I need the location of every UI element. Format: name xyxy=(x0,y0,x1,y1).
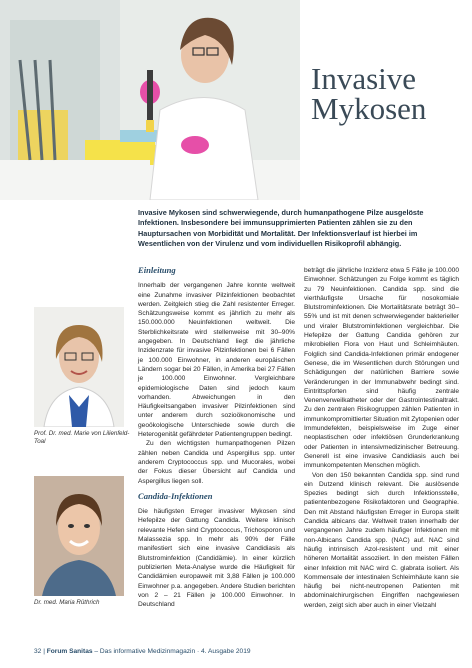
portrait-maria-ruethrich xyxy=(34,476,124,596)
page-footer xyxy=(34,648,251,655)
column-2-paragraph-1: beträgt die jährliche Inzidenz etwa 5 Fälle je 100.000 Einwohner. Schätzungen zu Folge kommt es täglich zu 79 Neuinfektionen. Candida spp. sind die vierthäufigste Ursache für nosokomiale Blutstrominfektionen. Die Mortalitätsrate beträgt 30–55% und ist mit denen schwerwiegender bakterieller und viraler Blutstrominfektionen vergleichbar. Die Hefepilze der Gattung Candida gehören zur mikrobiellen Flora von Haut und Schleimhäuten. Folglich sind Candida-Infektionen primär endogener Genese, die im Wesentlichen durch Störungen und Schädigungen der natürlichen Barriere sowie Veränderungen in der Immunabwehr bedingt sind. Eintrittspforten sind häufig zentrale Venenverweilkatheter oder der Gastrointestinaltrakt. Zu den zentralen Risikogruppen zählen Patienten in immunkompromittierter Situation mit Zytopenien oder Immundefekten, beispielsweise im Zuge einer neoplastischen oder infektiösen Grunderkrankung oder Patienten in intensivmedizinischer Betreuung. Generell ist eine invasive Candidiasis auch bei immunkompetenten Menschen möglich. xyxy=(304,267,460,470)
portrait-1-image xyxy=(34,307,124,427)
lab-illustration xyxy=(0,0,300,200)
article-title xyxy=(311,61,471,126)
portrait-caption-2: Dr. med. Maria Rüthrich xyxy=(34,599,100,606)
intro-paragraph: Invasive Mykosen sind schwerwiegende, durch humanpathogene Pilze ausgelöste Infektionen. Insbesondere bei immunsupprimierten Patienten zählen sie zu den Hauptursachen von Morbidität und Mortalität. Der Infektionsverlauf ist hierbei im Wesentlichen von der Virulenz und vom individuellen Risikoprofil abhängig. xyxy=(138,208,424,248)
heading-candida-infektionen: Candida-Infektionen xyxy=(138,490,213,501)
einleitung-paragraph-1: Innerhalb der vergangenen Jahre konnte weltweit eine Zunahme invasiver Pilzinfektionen beobachtet werden. Zeitgleich stieg die Zahl resistenter Erreger. Schätzungsweise kommt es jährlich zu mehr als 150.000.000 Neuinfektionen weltweit. Die Sterblichkeitsrate wird stellenweise mit 30–90% angegeben. In Deutschland liegt die jährliche Inzidenzrate für invasive Pilzinfektionen bei 6 Fällen je 100.000 Einwohner, in anderen europäischen Ländern sogar bei 20 Fällen, in Amerika bei 27 Fällen je 100.000 Einwohner. Vergleichbare epidemiologische Daten sind jedoch kaum vorhanden. Abweichungen in den Häufigkeitsangaben invasiver Pilzinfektionen sind unter anderem durch sozioökonomische und geoökologische Unterschiede sowie durch die Heterogenität gefährdeter Patientengruppen bedingt. xyxy=(138,282,295,439)
publication-tagline: – Das informative Medizinmagazin · 4. Ausgabe 2019 xyxy=(94,648,251,655)
title-line-1: Invasive xyxy=(311,61,417,96)
article-column-2 xyxy=(304,266,459,610)
einleitung-paragraph-2: Zu den wichtigsten humanpathogenen Pilzen zählen neben Candida und Aspergillus spp. unter anderem Cryptococcus spp. und Mucorales, wobei der Fokus dieser Übersicht auf Candida und Aspergillus liegen soll. xyxy=(138,440,295,485)
lab-photo xyxy=(0,0,300,200)
column-2-paragraph-2: Von den 150 bekannten Candida spp. sind rund ein Dutzend klinisch relevant. Die auslösende Spezies bedingt sich durch Infektionsstelle, patientenbezogene Risikofaktoren und Geographie. Den mit Abstand häufigsten Erreger in Europa stellt Candida albicans dar. Weltweit traten innerhalb der vergangenen Jahre zudem häufiger Infektionen mit non-Albicans Candida spp. (NAC) auf. NAC sind häufig intrinsisch Azol-resistent und mit einer höheren Mortalität assoziiert. In den meisten Fällen einer Infektion mit NAC wird C. glabrata isoliert. Als Kommensale der intestinalen Schleimhäute kann sie häufig bei nicht-neutropenen Patienten mit abdominalchirurgischen Eingriffen nachgewiesen werden, zeigt sich aber auch in einer Vielzahl xyxy=(304,471,459,609)
title-line-2: Mykosen xyxy=(311,91,427,126)
article-column-1 xyxy=(138,266,295,609)
page-number: 32 xyxy=(34,648,42,655)
candida-paragraph-1: Die häufigsten Erreger invasiver Mykosen sind Hefepilze der Gattung Candida. Weitere klinisch relevante Hefen sind Cryptococcus, Trichosporon und Malassezia spp. In mehr als 90% der Fälle manifestiert sich eine invasive Candidiasis als Blutstrominfektion (Candidämie). In einer kürzlich publizierten Meta-Analyse wurde die Häufigkeit für Candidämien europaweit mit 3,88 Fällen je 100.000 Einwohner p.a. angegeben. Andere Studien berichten von 2 – 21 Fällen je 100.000 Einwohner. In Deutschland xyxy=(138,508,295,609)
footer-separator: | xyxy=(43,648,45,655)
portrait-marie-von-lilienfeld-toal xyxy=(34,307,124,427)
portrait-caption-1: Prof. Dr. med. Marie von Lilienfeld-Toal xyxy=(34,430,130,446)
heading-einleitung: Einleitung xyxy=(138,265,176,275)
publication-name: Forum Sanitas xyxy=(46,648,93,655)
portrait-2-image xyxy=(34,476,124,596)
